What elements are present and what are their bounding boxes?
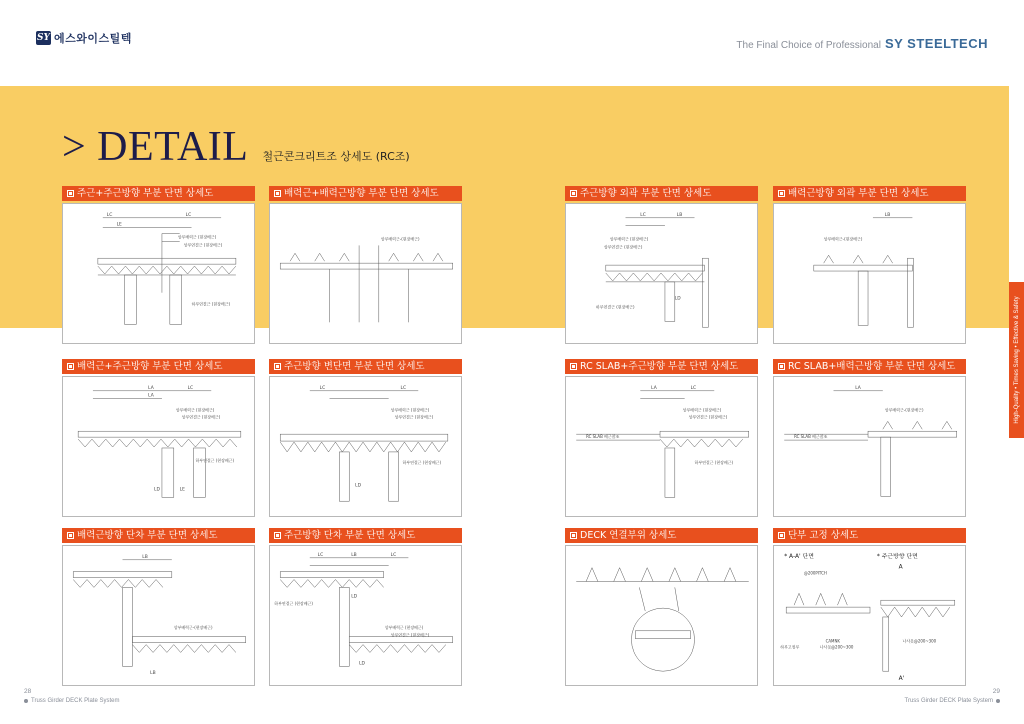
panel-drawing	[62, 376, 255, 517]
footer-left	[24, 688, 119, 704]
panel-detail-4	[773, 186, 966, 344]
bullet-icon	[67, 190, 74, 197]
tagline-text: The Final Choice of Professional	[736, 40, 881, 51]
panel-drawing	[62, 545, 255, 686]
detail-drawing	[566, 546, 757, 685]
panel-drawing	[773, 545, 966, 686]
section-title: * 주근방향 단면	[876, 553, 918, 560]
panel-detail-11	[565, 528, 758, 686]
bullet-icon	[67, 363, 74, 370]
note-label: 나사못@200~300	[819, 644, 854, 650]
dim-label: LB	[884, 212, 891, 218]
panel-detail-3	[565, 186, 758, 344]
bullet-icon	[570, 190, 577, 197]
panel-title	[565, 186, 758, 201]
panel-title-text: DECK 연결부위 상세도	[580, 530, 677, 541]
note-label: 상부연결근 (현장배근)	[603, 244, 643, 250]
bullet-icon	[67, 532, 74, 539]
footer-text: Truss Girder DECK Plate System	[31, 698, 120, 704]
section-mark: A'	[898, 676, 905, 683]
bullet-icon	[570, 363, 577, 370]
dim-label: LD	[359, 661, 365, 667]
note-label: 상부배력근 (현장배근)	[384, 624, 424, 630]
note-label: 상부연결근 (현장배근)	[394, 414, 434, 420]
bullet-icon	[274, 363, 281, 370]
panel-drawing	[269, 545, 462, 686]
logo-text: 에스와이스틸텍	[54, 32, 132, 45]
heading-main: > DETAIL	[62, 124, 249, 170]
section-mark: A	[898, 564, 903, 571]
bullet-icon	[274, 190, 281, 197]
footer-text: Truss Girder DECK Plate System	[904, 698, 993, 704]
detail-drawing	[774, 204, 965, 343]
panel-detail-6	[269, 359, 462, 517]
detail-drawing	[566, 204, 757, 343]
dim-label: LB	[150, 671, 156, 677]
note-label: 상부배력근-(현장배근)	[380, 236, 420, 242]
note-label: 상부배력근 (현장배근)	[609, 236, 649, 242]
dim-label: LD	[674, 296, 681, 302]
panel-title	[565, 359, 758, 374]
footer-dot	[24, 699, 28, 703]
panel-drawing	[773, 203, 966, 344]
detail-drawing	[270, 377, 461, 516]
dim-label: LC	[106, 212, 113, 218]
dim-label: LE	[116, 222, 122, 228]
dim-label: LC	[187, 385, 194, 391]
bullet-icon	[778, 363, 785, 370]
panel-title	[269, 186, 462, 201]
dim-label: LC	[185, 212, 192, 218]
panel-detail-5	[62, 359, 255, 517]
panel-title	[62, 359, 255, 374]
dim-label: LC	[690, 385, 697, 391]
note-label: RC SLAB 배근참조	[586, 434, 620, 440]
panel-title	[62, 528, 255, 543]
note-label: 하부연결근 (현장배근)	[694, 459, 734, 465]
panel-drawing	[269, 203, 462, 344]
footer-dot	[996, 699, 1000, 703]
dim-label: LA	[651, 385, 657, 391]
panel-title	[773, 359, 966, 374]
note-label: 상부연결근 (현장배근)	[181, 414, 221, 420]
panel-drawing	[565, 203, 758, 344]
note-label: 상부배력근-(현장배근)	[823, 236, 863, 242]
page-number: 29	[992, 688, 1000, 695]
panel-detail-9	[62, 528, 255, 686]
bullet-icon	[570, 532, 577, 539]
detail-drawing	[63, 546, 254, 685]
panel-title	[565, 528, 758, 543]
panel-title-text: 주근방향 변단면 부분 단면 상세도	[284, 361, 425, 372]
note-label: @200PITCH	[803, 570, 827, 576]
panel-title-text: 배력근+주근방향 부분 단면 상세도	[77, 361, 223, 372]
note-label: 하부연결근 (현장배근)	[195, 457, 235, 463]
note-label: 하부연결근 (현장배근)	[274, 601, 313, 607]
panel-detail-1	[62, 186, 255, 344]
note-label: 상부배력근 (현장배근)	[390, 407, 430, 413]
note-label: 하부연결근 (현장배근)	[191, 301, 231, 307]
panel-title-text: 단부 고정 상세도	[788, 530, 859, 541]
dim-label: LA	[855, 385, 861, 391]
dim-label: LD	[355, 483, 362, 489]
panel-drawing	[62, 203, 255, 344]
panel-detail-8	[773, 359, 966, 517]
detail-drawing	[270, 204, 461, 343]
side-tab	[1009, 282, 1024, 438]
note-label: 상부연결근 (현장배근)	[390, 632, 430, 638]
dim-label: LC	[390, 552, 397, 558]
panel-title	[62, 186, 255, 201]
tagline	[736, 36, 988, 51]
detail-drawing	[566, 377, 757, 516]
note-label: RC SLAB 배근참조	[794, 434, 828, 440]
panel-title-text: 배력근방향 단차 부분 단면 상세도	[77, 530, 218, 541]
brand-name: SY STEELTECH	[884, 36, 988, 51]
dim-label: LE	[179, 487, 185, 493]
note-label: 상부배력근-(현장배근)	[884, 407, 924, 413]
company-logo	[36, 30, 132, 46]
section-title: * A-A' 단면	[784, 553, 814, 560]
panel-title-text: 주근방향 단차 부분 단면 상세도	[284, 530, 416, 541]
note-label: 하부연결근 (현장배근)	[595, 304, 635, 310]
dim-label: LD	[351, 594, 358, 600]
note-label: 하부고정부	[780, 644, 800, 650]
panel-title	[773, 528, 966, 543]
dim-label: LB	[142, 554, 148, 560]
side-tab-text: High-Quality • Times Saving • Effective & Safety	[1013, 296, 1020, 424]
dim-label: LB	[676, 212, 683, 218]
note-label: 상부연결근 (현장배근)	[183, 242, 223, 248]
note-label: 상부배력근 (현장배근)	[175, 407, 215, 413]
panel-title-text: 주근방향 외곽 부분 단면 상세도	[580, 188, 712, 199]
footer-right	[905, 688, 1000, 704]
dim-label: LC	[400, 385, 407, 391]
panel-detail-12	[773, 528, 966, 686]
detail-drawing	[63, 204, 254, 343]
detail-drawing	[774, 546, 965, 685]
heading-sub: 철근콘크리트조 상세도 (RC조)	[262, 150, 410, 163]
logo-mark: SY	[37, 33, 50, 43]
panel-title	[773, 186, 966, 201]
panel-detail-10	[269, 528, 462, 686]
dim-label: LA	[148, 385, 154, 391]
note-label: 하부연결근 (현장배근)	[402, 459, 442, 465]
detail-drawing	[774, 377, 965, 516]
dim-label: LA	[148, 393, 154, 399]
page-number: 28	[24, 688, 32, 695]
panel-title-text: RC SLAB+배력근방향 부분 단면 상세도	[788, 361, 956, 372]
panel-title	[269, 528, 462, 543]
panel-title-text: RC SLAB+주근방향 부분 단면 상세도	[580, 361, 739, 372]
dim-label: LB	[351, 552, 357, 558]
panel-drawing	[269, 376, 462, 517]
note-label: 나사못@200~300	[902, 638, 937, 644]
note-label: 상부연결근 (현장배근)	[688, 414, 728, 420]
note-label: 상부배력근 (현장배근)	[177, 234, 217, 240]
note-label: CAMNK	[825, 638, 841, 644]
page-heading	[62, 126, 410, 168]
panel-drawing	[565, 376, 758, 517]
bullet-icon	[274, 532, 281, 539]
bullet-icon	[778, 532, 785, 539]
panel-drawing	[773, 376, 966, 517]
panel-detail-7	[565, 359, 758, 517]
panel-detail-2	[269, 186, 462, 344]
dim-label: LC	[640, 212, 646, 218]
dim-label: LC	[319, 385, 326, 391]
note-label: 상부배력근 (현장배근)	[682, 407, 722, 413]
dim-label: LD	[154, 487, 160, 493]
dim-label: LC	[317, 552, 324, 558]
detail-drawing	[270, 546, 461, 685]
bullet-icon	[778, 190, 785, 197]
panel-title-text: 주근+주근방향 부분 단면 상세도	[77, 188, 214, 199]
panel-title-text: 배력근+배력근방향 부분 단면 상세도	[284, 188, 439, 199]
panel-title-text: 배력근방향 외곽 부분 단면 상세도	[788, 188, 929, 199]
panel-drawing	[565, 545, 758, 686]
panel-title	[269, 359, 462, 374]
detail-drawing	[63, 377, 254, 516]
note-label: 상부배력근-(현장배근)	[173, 624, 213, 630]
